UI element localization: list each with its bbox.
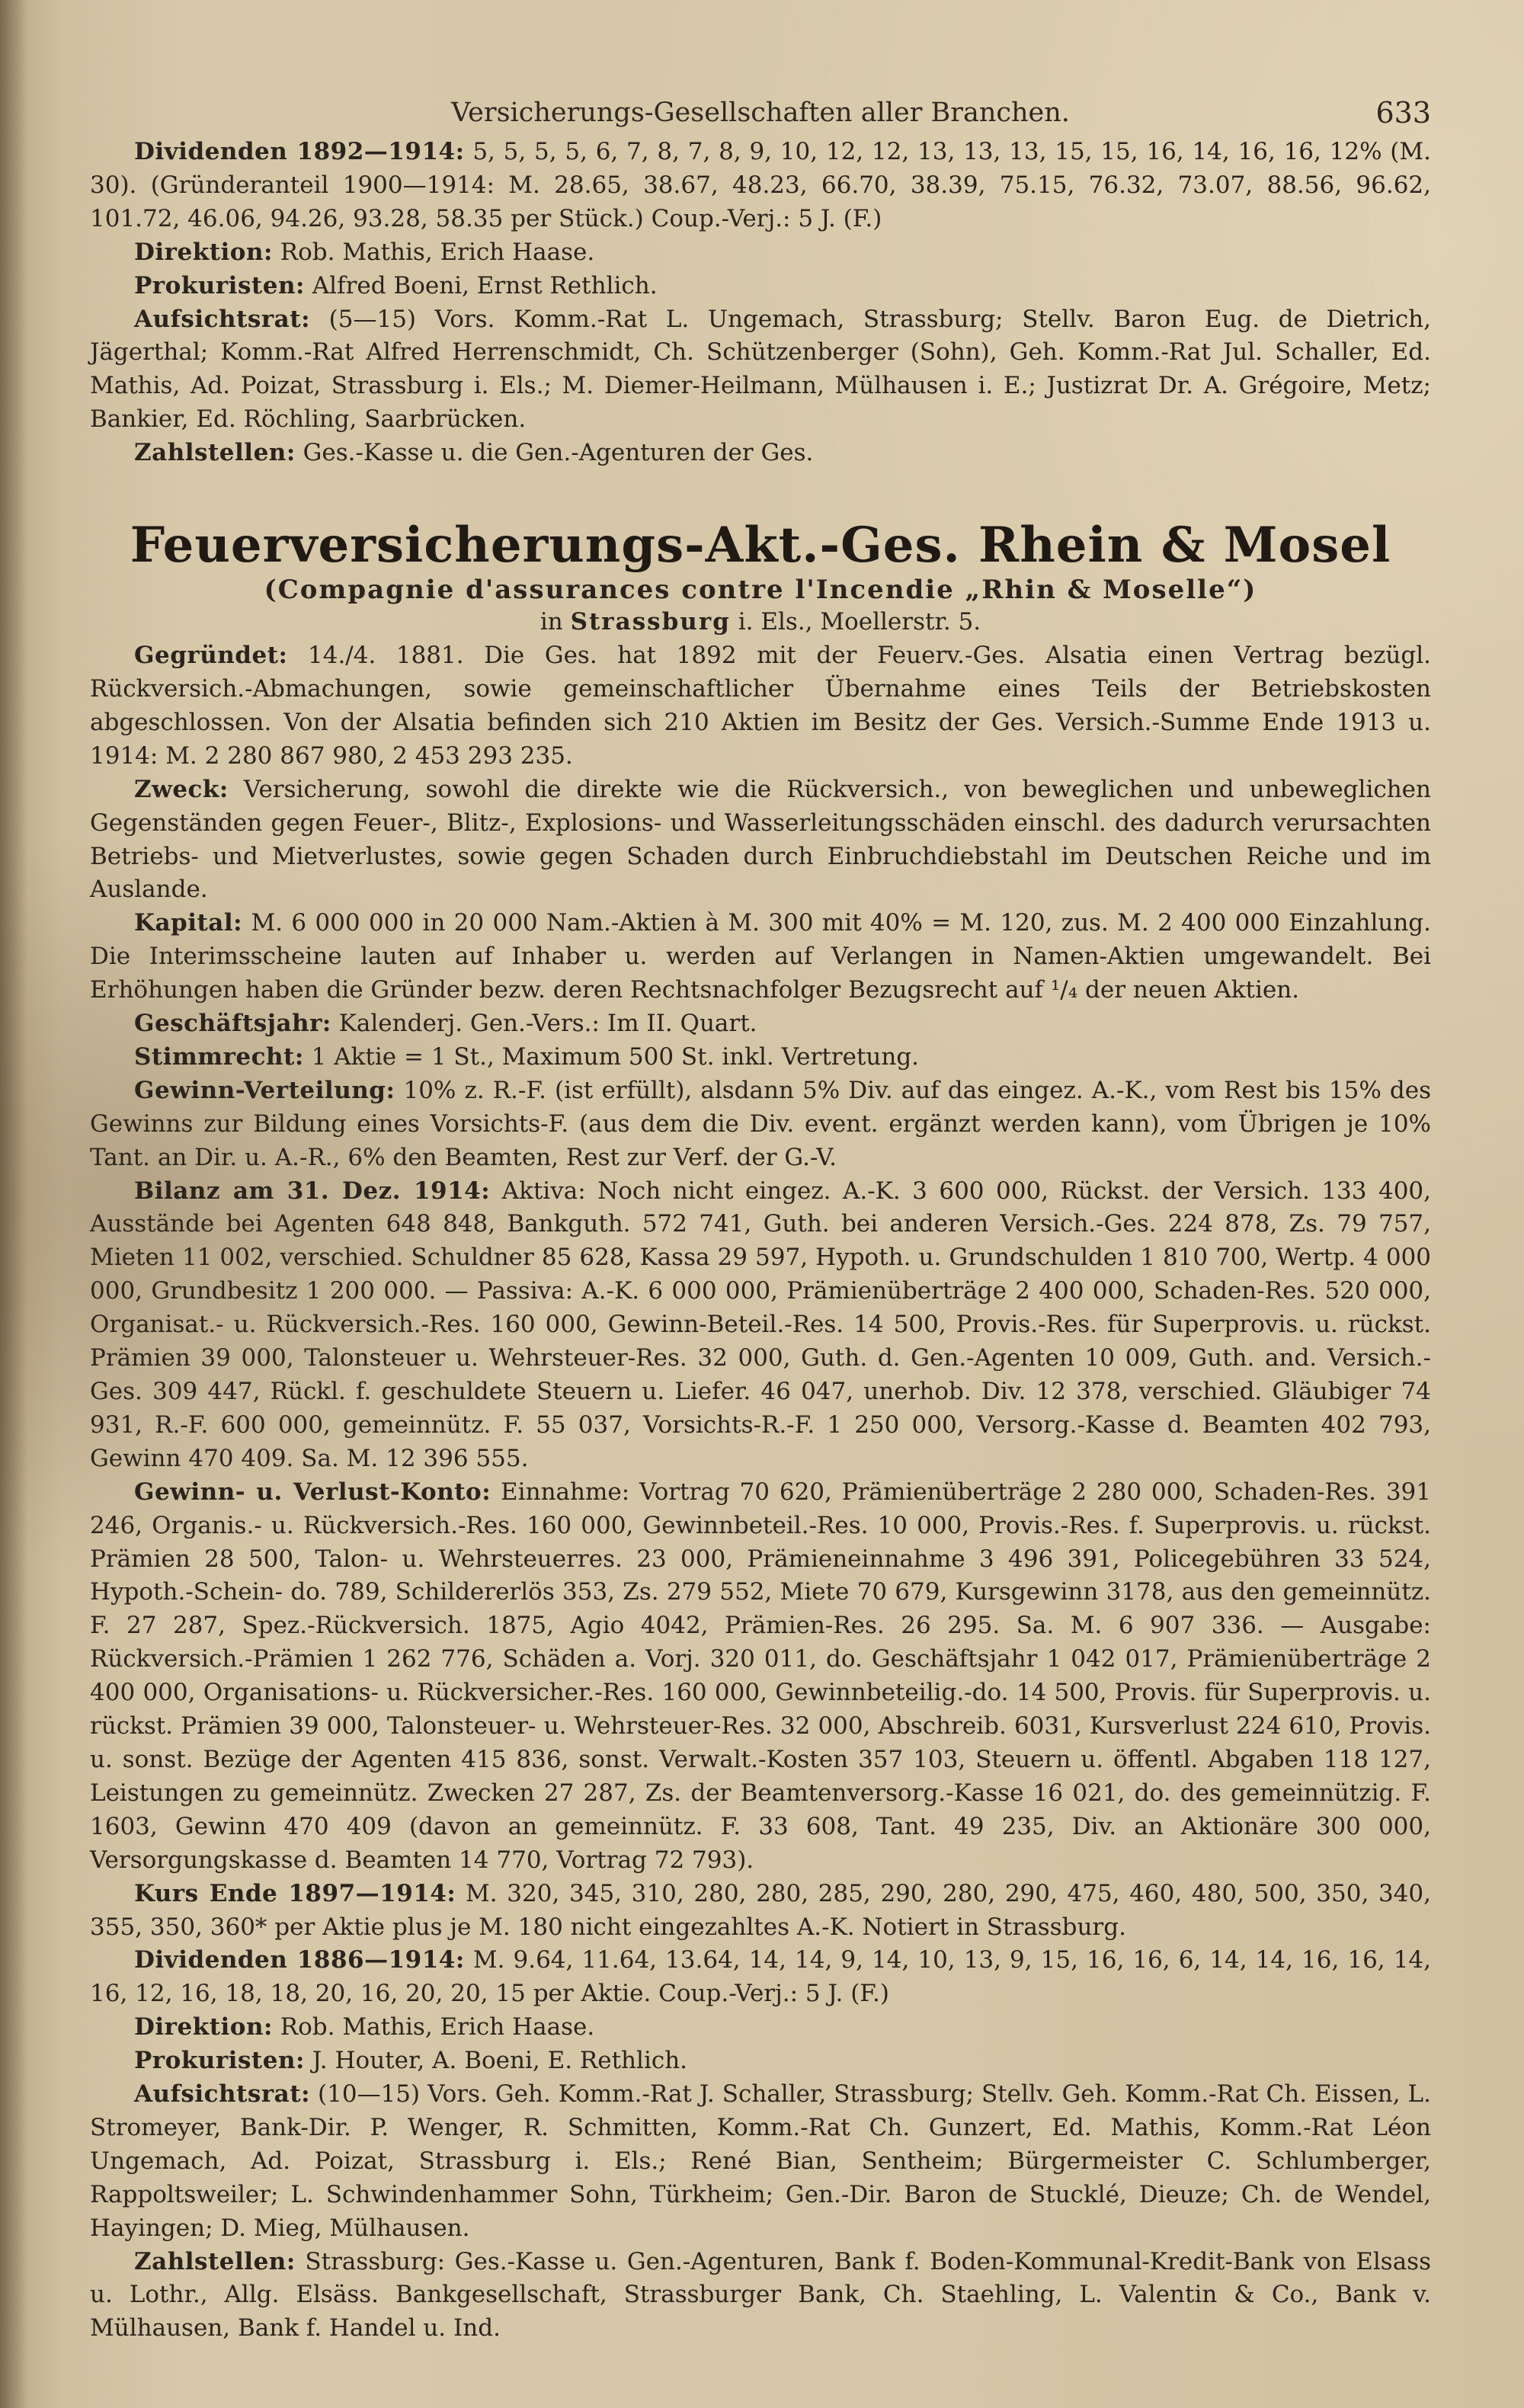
- company-subtitle: (Compagnie d'assurances contre l'Incendie „Rhin & Moselle“): [264, 575, 1257, 606]
- section-stimmrecht: [90, 1041, 1431, 1074]
- entry-text: Aktiva: Noch nicht eingez. A.-K. 3 600 000, Rückst. der Versich. 133 400, Ausstände bei Agenten 648 848, Bankguth. 572 741, Guth. bei anderen Versich.-Ges. 224 878, Zs. 79 757, Mieten 11 002, verschied. Schuldner 85 628, Kassa 29 597, Hypoth. u. Grundschulden 1 810 700, Wertp. 4 000 000, Grundbesitz 1 200 000. — Passiva: A.-K. 6 000 000, Prämienüberträge 2 400 000, Schaden-Res. 520 000, Organisat.- u. Rückversich.-Res. 160 000, Gewinn-Beteil.-Res. 14 500, Provis.-Res. für Superprovis. u. rückst. Prämien 39 000, Talonsteuer u. Wehrsteuer-Res. 32 000, Guth. d. Gen.-Agenten 10 009, Guth. and. Versich.-Ges. 309 447, Rückl. f. geschuldete Steuern u. Liefer. 46 047, unerhob. Div. 12 378, verschied. Gläubiger 74 931, R.-F. 600 000, gemeinnütz. F. 55 037, Vorsichts-R.-F. 1 250 000, Versorg.-Kasse d. Beamten 402 793, Gewinn 470 409. Sa. M. 12 396 555.: [90, 1177, 1432, 1472]
- section-geschaeftsjahr: [90, 1007, 1431, 1041]
- running-head-title: Versicherungs-Gesellschaften aller Branchen.: [451, 98, 1070, 128]
- label: Dividenden 1892—1914:: [134, 138, 465, 165]
- entry-separator: [90, 470, 1431, 517]
- section-bilanz: [90, 1175, 1431, 1476]
- location-prefix: in: [539, 608, 571, 636]
- label: Direktion:: [134, 2013, 273, 2041]
- entry-text: Rob. Mathis, Erich Haase.: [272, 2013, 595, 2041]
- label: Kurs Ende 1897—1914:: [134, 1879, 456, 1907]
- previous-zahlstellen: [90, 437, 1431, 470]
- entry-text: (5—15) Vors. Komm.-Rat L. Ungemach, Strassburg; Stellv. Baron Eug. de Dietrich, Jägerthal; Komm.-Rat Alfred Herrenschmidt, Ch. Schützenberger (Sohn), Geh. Komm.-Rat Jul. Schaller, Ed. Mathis, Ad. Poizat, Strassburg i. Els.; M. Diemer-Heilmann, Mülhausen i. E.; Justizrat Dr. A. Grégoire, Metz; Bankier, Ed. Röchling, Saarbrücken.: [90, 305, 1431, 434]
- label: Direktion:: [134, 238, 273, 266]
- label: Prokuristen:: [134, 2047, 305, 2075]
- previous-dividends: [90, 136, 1431, 236]
- label: Dividenden 1886—1914:: [134, 1946, 465, 1974]
- label: Zahlstellen:: [134, 2247, 296, 2275]
- entry-text: M. 6 000 000 in 20 000 Nam.-Aktien à M. 300 mit 40% = M. 120, zus. M. 2 400 000 Einzahlung. Die Interimsscheine lauten auf Inhaber u. werden auf Verlangen in Namen-Aktien umgewandelt. Bei Erhöhungen haben die Gründer bezw. deren Rechtsnachfolger Bezugsrecht auf ¹/₄ der neuen Aktien.: [90, 909, 1431, 1004]
- label: Bilanz am 31. Dez. 1914:: [134, 1177, 491, 1205]
- section-gewinn-verlust-konto: [90, 1476, 1431, 1878]
- company-city: Strassburg: [570, 608, 731, 636]
- entry-text: 5, 5, 5, 5, 6, 7, 8, 7, 8, 9, 10, 12, 12, 13, 13, 13, 15, 15, 16, 14, 16, 16, 12% (M. 30). (Gründeranteil 1900—1914: M. 28.65, 38.67, 48.23, 66.70, 38.39, 75.15, 76.32, 73.07, 88.56, 96.62, 101.72, 46.06, 94.26, 93.28, 58.35 per Stück.) Coup.-Verj.: 5 J. (F.): [90, 138, 1432, 232]
- label: Geschäftsjahr:: [134, 1010, 331, 1038]
- company-address: i. Els., Moellerstr. 5.: [730, 608, 981, 636]
- entry-text: Strassburg: Ges.-Kasse u. Gen.-Agenturen, Bank f. Boden-Kommunal-Kredit-Bank von Elsass u. Lothr., Allg. Elsäss. Bankgesellschaft, Strassburger Bank, Ch. Staehling, L. Valentin & Co., Bank v. Mülhausen, Bank f. Handel u. Ind.: [90, 2247, 1431, 2342]
- entry-text: 14./4. 1881. Die Ges. hat 1892 mit der Feuerv.-Ges. Alsatia einen Vertrag bezügl. Rückversich.-Abmachungen, sowie gemeinschaftlicher Übernahme eines Teils der Betriebskosten abgeschlossen. Von der Alsatia befinden sich 210 Aktien im Besitz der Ges. Versich.-Summe Ende 1913 u. 1914: M. 2 280 867 980, 2 453 293 235.: [90, 642, 1431, 770]
- entry-text: M. 9.64, 11.64, 13.64, 14, 14, 9, 14, 10, 13, 9, 15, 16, 16, 6, 14, 14, 16, 16, 14, 16, 12, 16, 18, 18, 20, 16, 20, 20, 15 per Aktie. Coup.-Verj.: 5 J. (F.): [90, 1946, 1431, 2008]
- entry-text: Rob. Mathis, Erich Haase.: [272, 238, 595, 266]
- company-location: [90, 606, 1431, 638]
- previous-aufsichtsrat: [90, 303, 1431, 437]
- label: Aufsichtsrat:: [134, 2080, 311, 2109]
- label: Gegründet:: [134, 642, 288, 670]
- running-head: [90, 90, 1431, 136]
- entry-text: J. Houter, A. Boeni, E. Rethlich.: [304, 2047, 688, 2075]
- entry-text: Einnahme: Vortrag 70 620, Prämienüberträge 2 280 000, Schaden-Res. 391 246, Organis.- u. Rückversich.-Res. 160 000, Gewinnbeteil.-Res. 10 000, Provis.-Res. f. Superprovis. u. rückst. Prämien 28 500, Talon- u. Wehrsteuerres. 23 000, Prämieneinnahme 3 496 391, Policegebühren 33 524, Hypoth.-Schein- do. 789, Schildererlös 353, Zs. 279 552, Miete 70 679, Kursgewinn 3178, aus den gemeinnütz. F. 27 287, Spez.-Rückversich. 1875, Agio 4042, Prämien-Res. 26 295. Sa. M. 6 907 336. — Ausgabe: Rückversich.-Prämien 1 262 776, Schäden a. Vorj. 320 011, do. Geschäftsjahr 1 042 017, Prämienüberträge 2 400 000, Organisations- u. Rückversicher.-Res. 160 000, Gewinnbeteilig.-do. 14 500, Provis. für Superprovis. u. rückst. Prämien 39 000, Talonsteuer- u. Wehrsteuer-Res. 32 000, Abschreib. 6031, Kursverlust 224 610, Provis. u. sonst. Bezüge der Agenten 415 836, sonst. Verwalt.-Kosten 357 103, Steuern u. öffentl. Abgaben 118 127, Leistungen zu gemeinnütz. Zwecken 27 287, Zs. der Beamtenversorg.-Kasse 16 021, do. des gemeinnützig. F. 1603, Gewinn 470 409 (davon an gemeinnütz. F. 33 608, Tant. 49 235, Div. an Aktionäre 300 000, Versorgungskasse d. Beamten 14 770, Vortrag 72 793).: [90, 1478, 1431, 1874]
- entry-text: 10% z. R.-F. (ist erfüllt), alsdann 5% Div. auf das eingez. A.-K., vom Rest bis 15% des Gewinns zur Bildung eines Vorsichts-F. (aus dem die Div. event. ergänzt werden kann), vom Übrigen je 10% Tant. an Dir. u. A.-R., 6% den Beamten, Rest zur Verf. der G.-V.: [90, 1076, 1431, 1171]
- label: Kapital:: [134, 909, 243, 937]
- entry-text: Alfred Boeni, Ernst Rethlich.: [304, 271, 658, 299]
- label: Prokuristen:: [134, 271, 305, 299]
- label: Stimmrecht:: [134, 1042, 304, 1071]
- previous-prokuristen: [90, 270, 1431, 303]
- section-zweck: [90, 773, 1431, 908]
- section-aufsichtsrat: [90, 2078, 1431, 2246]
- entry-text: Versicherung, sowohl die direkte wie die Rückversich., von beweglichen und unbeweglichen Gegenständen gegen Feuer-, Blitz-, Explosions- und Wasserleitungsschäden einschl. des dadurch verursachten Betriebs- und Mietverlustes, sowie gegen Schaden durch Einbruchdiebstahl im Deutschen Reiche und im Auslande.: [90, 775, 1431, 904]
- company-entry: [90, 639, 1431, 2346]
- page-content: [90, 90, 1431, 2346]
- label: Gewinn-Verteilung:: [134, 1076, 395, 1104]
- section-gegruendet: [90, 639, 1431, 773]
- section-prokuristen: [90, 2045, 1431, 2078]
- company-title: Feuerversicherungs-Akt.-Ges. Rhein & Mosel: [130, 517, 1391, 575]
- section-dividenden: [90, 1944, 1431, 2011]
- previous-entry: [90, 136, 1431, 470]
- entry-text: Kalenderj. Gen.-Vers.: Im II. Quart.: [331, 1010, 757, 1038]
- previous-direktion: [90, 236, 1431, 270]
- section-zahlstellen: [90, 2246, 1431, 2346]
- entry-text: (10—15) Vors. Geh. Komm.-Rat J. Schaller, Strassburg; Stellv. Geh. Komm.-Rat Ch. Eissen, L. Stromeyer, Bank-Dir. P. Wenger, R. Schmitten, Komm.-Rat Ch. Gunzert, Ed. Mathis, Komm.-Rat Léon Ungemach, Ad. Poizat, Strassburg i. Els.; René Bian, Sentheim; Bürgermeister C. Schlumberger, Rappoltsweiler; L. Schwindenhammer Sohn, Türkheim; Gen.-Dir. Baron de Stucklé, Dieuze; Ch. de Wendel, Hayingen; D. Mieg, Mülhausen.: [90, 2080, 1431, 2242]
- label: Gewinn- u. Verlust-Konto:: [134, 1478, 491, 1506]
- section-gewinn-verteilung: [90, 1074, 1431, 1175]
- label: Zweck:: [134, 775, 229, 803]
- entry-text: Ges.-Kasse u. die Gen.-Agenturen der Ges.: [295, 439, 814, 467]
- section-kurs: [90, 1878, 1431, 1945]
- section-kapital: [90, 907, 1431, 1007]
- label: Zahlstellen:: [134, 439, 296, 467]
- entry-text: M. 320, 345, 310, 280, 280, 285, 290, 280, 290, 475, 460, 480, 500, 350, 340, 355, 350, 360* per Aktie plus je M. 180 nicht eingezahltes A.-K. Notiert in Strassburg.: [90, 1879, 1431, 1941]
- section-direktion: [90, 2011, 1431, 2045]
- entry-text: 1 Aktie = 1 St., Maximum 500 St. inkl. Vertretung.: [303, 1042, 920, 1071]
- page-number: 633: [1375, 96, 1431, 130]
- label: Aufsichtsrat:: [134, 305, 311, 333]
